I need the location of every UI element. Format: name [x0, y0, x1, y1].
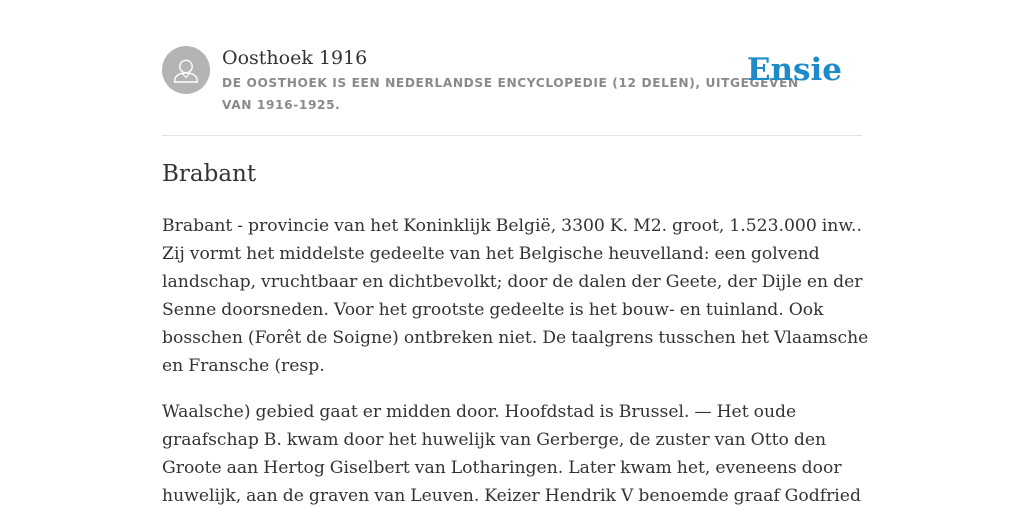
- ensie-logo[interactable]: Ensie: [746, 52, 842, 88]
- paragraph-line: graafschap B. kwam door het huwelijk van Gerberge, de zuster van Otto den: [162, 430, 827, 450]
- paragraph-line: en Fransche (resp.: [162, 356, 325, 376]
- article-body: [162, 212, 869, 512]
- paragraph-line: Senne doorsneden. Voor het grootste gedeelte is het bouw- en tuinland. Ook: [162, 300, 824, 320]
- article-paragraph: [162, 212, 869, 380]
- paragraph-line: Groote aan Hertog Giselbert van Lotharingen. Later kwam het, eveneens door: [162, 458, 842, 478]
- user-silhouette-icon: [162, 46, 210, 94]
- paragraph-line: Zij vormt het middelste gedeelte van het Belgische heuvelland: een golvend: [162, 244, 820, 264]
- paragraph-line: Brabant - provincie van het Koninklijk België, 3300 K. M2. groot, 1.523.000 inw..: [162, 216, 862, 236]
- source-description-line: VAN 1916-1925.: [222, 98, 341, 112]
- source-title[interactable]: Oosthoek 1916: [222, 47, 368, 69]
- source-description-line: DE OOSTHOEK IS EEN NEDERLANDSE ENCYCLOPEDIE (12 DELEN), UITGEGEVEN: [222, 76, 799, 90]
- source-header: [162, 46, 862, 136]
- article-title: Brabant: [162, 161, 257, 187]
- paragraph-line: huwelijk, aan de graven van Leuven. Keizer Hendrik V benoemde graaf Godfried: [162, 486, 861, 506]
- paragraph-line: landschap, vruchtbaar en dichtbevolkt; door de dalen der Geete, der Dijle en der: [162, 272, 863, 292]
- header-divider: [162, 135, 862, 136]
- paragraph-line: bosschen (Forêt de Soigne) ontbreken niet. De taalgrens tusschen het Vlaamsche: [162, 328, 869, 348]
- source-description: [222, 72, 799, 116]
- paragraph-line: Waalsche) gebied gaat er midden door. Hoofdstad is Brussel. — Het oude: [162, 402, 797, 422]
- source-avatar[interactable]: [162, 46, 210, 94]
- article-paragraph: [162, 398, 862, 510]
